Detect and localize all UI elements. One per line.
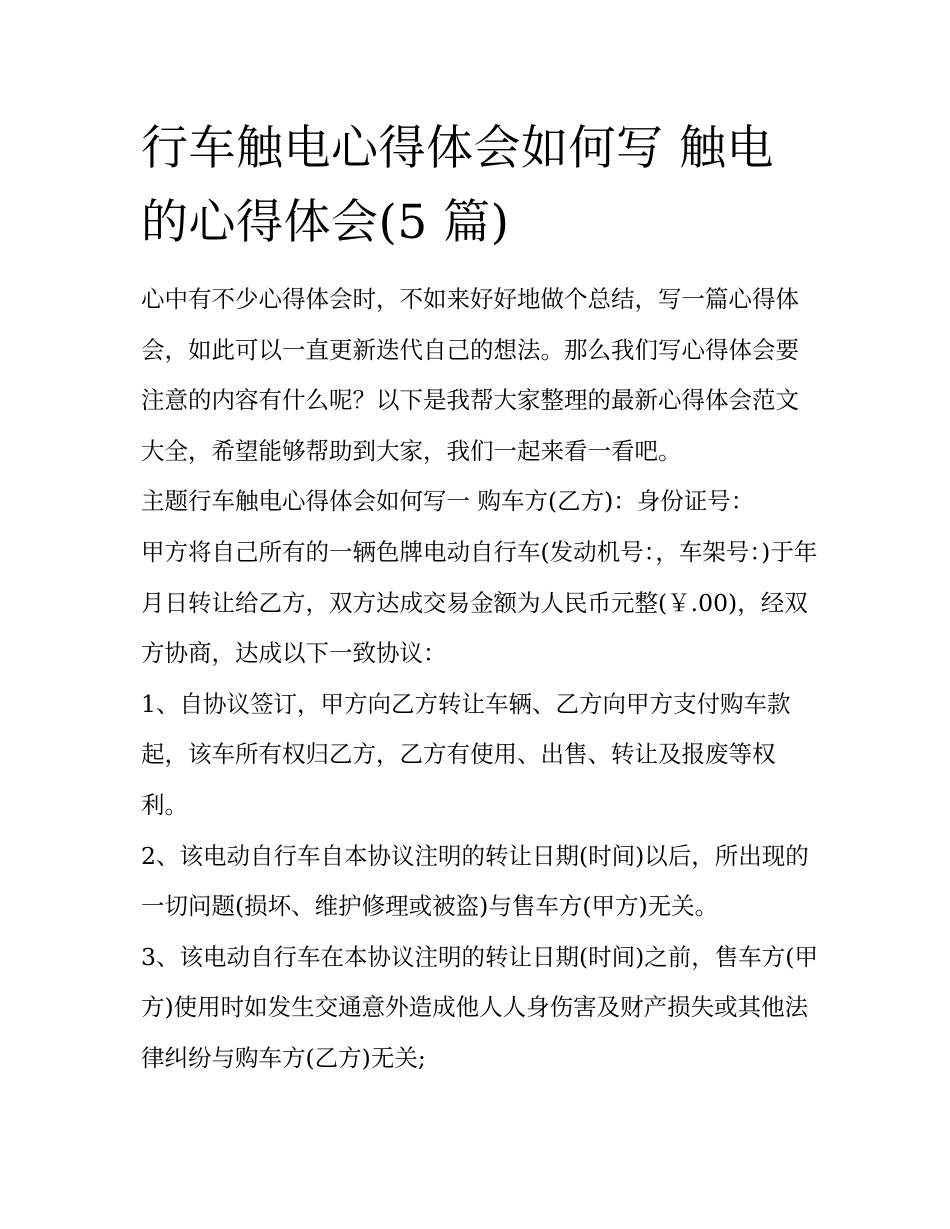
transfer-paragraph: 甲方将自己所有的一辆色牌电动自行车(发动机号：，车架号：)于年月日转让给乙方，双方达成交易金额为人民币元整(￥.00)，经双方协商，达成以下一致协议： <box>141 537 818 668</box>
clause-1: 1、自协议签订，甲方向乙方转让车辆、乙方向甲方支付购车款起，该车所有权归乙方，乙方有使用、出售、转让及报废等权利。 <box>141 689 791 819</box>
document-content <box>141 112 821 1084</box>
document-body <box>141 274 821 1084</box>
buyer-line: 主题行车触电心得体会如何写一 购车方(乙方)：身份证号： <box>141 487 755 516</box>
clause-3: 3、该电动自行车在本协议注明的转让日期(时间)之前，售车方(甲方)使用时如发生交通意外造成他人人身伤害及财产损失或其他法律纠纷与购车方(乙方)无关; <box>141 942 818 1072</box>
intro-paragraph: 心中有不少心得体会时，不如来好好地做个总结，写一篇心得体会，如此可以一直更新迭代自己的想法。那么我们写心得体会要注意的内容有什么呢？以下是我帮大家整理的最新心得体会范文大全，希望能够帮助到大家，我们一起来看一看吧。 <box>141 285 799 465</box>
clause-2: 2、该电动自行车自本协议注明的转让日期(时间)以后，所出现的一切问题(损坏、维护修理或被盗)与售车方(甲方)无关。 <box>141 841 809 921</box>
document-title: 行车触电心得体会如何写 触电的心得体会(5 篇) <box>141 121 774 250</box>
